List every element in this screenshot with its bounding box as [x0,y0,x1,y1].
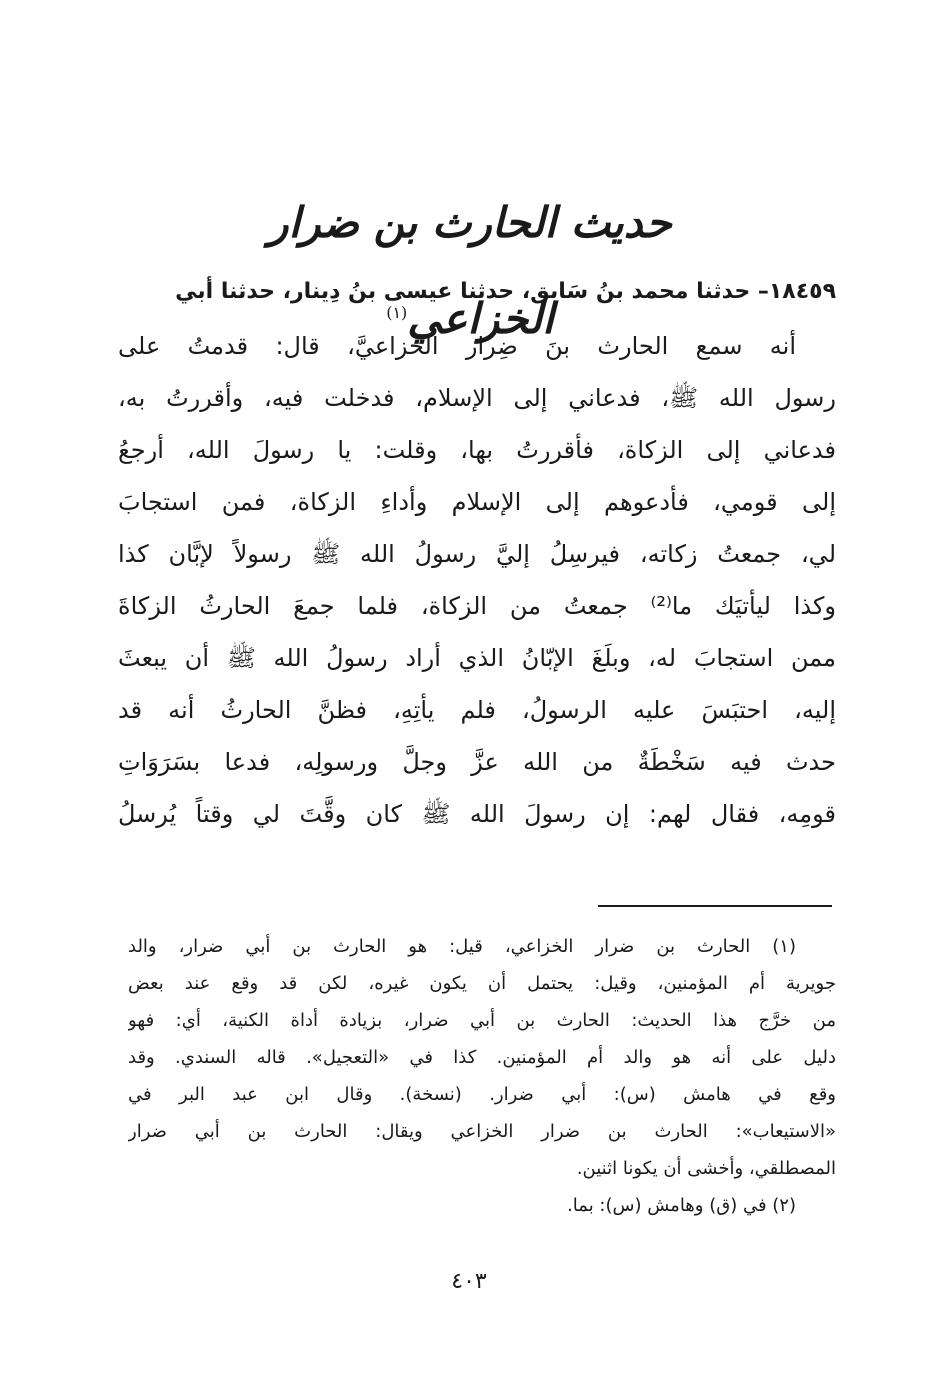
footnotes-block [128,928,836,1224]
footnote-divider [598,905,832,907]
hadith-title-text: حديث الحارث بن ضرار الخزاعي [268,198,672,343]
hadith-isnad: ١٨٤٥٩– حدثنا محمد بنُ سَابق، حدثنا عيسى بنُ دِينار، حدثنا أبي [175,279,836,304]
footnote-line: المصطلقي، وأخشى أن يكونا اثنين. [576,1158,836,1179]
hadith-text-line: رسول الله ﷺ، فدعاني إلى الإسلام، فدخلت فيه، وأقررتُ به، [118,384,836,412]
hadith-text-line: أنه سمع الحارث بنَ ضِرار الخزاعيَّ، قال: قدمتُ على [118,332,796,360]
footnote-line: دليل على أنه هو والد أم المؤمنين. كذا في «التعجيل». قاله السندي. وقد [128,1047,836,1068]
hadith-text-line: فدعاني إلى الزكاة، فأقررتُ بها، وقلت: يا رسولَ الله، أرجعُ [118,436,836,464]
page-number: ٤٠٣ [451,1269,487,1294]
hadith-text-line: وكذا ليأتيَك ما⁽²⁾ جمعتُ من الزكاة، فلما جمعَ الحارثُ الزكاةَ [118,592,836,620]
footnote-line: (١) الحارث بن ضرار الخزاعي، قيل: هو الحارث بن أبي ضرار، والد [128,936,796,957]
hadith-text-line: حدث فيه سَخْطَةٌ من الله عزَّ وجلَّ ورسولِه، فدعا بسَرَوَاتِ [118,748,836,776]
footnote-line: وقع في هامش (س): أبي ضرار. (نسخة). وقال ابن عبد البر في [128,1084,836,1105]
footnote-line: (٢) في (ق) وهامش (س): بما. [567,1195,796,1216]
title-footnote-marker: (١) [386,303,408,322]
footnote-line: جويرية أم المؤمنين، وقيل: يحتمل أن يكون غيره، لكن قد وقع عند بعض [128,973,836,994]
hadith-text-line: إليه، احتبَسَ عليه الرسولُ، فلم يأتِهِ، فظنَّ الحارثُ أنه قد [118,696,836,724]
footnote-line: من خرَّج هذا الحديث: الحارث بن أبي ضرار، بزيادة أداة الكنية، أي: فهو [128,1010,836,1031]
hadith-text-line: إلى قومي، فأدعوهم إلى الإسلام وأداءِ الزكاة، فمن استجابَ [118,488,836,516]
footnote-line: «الاستيعاب»: الحارث بن ضرار الخزاعي ويقال: الحارث بن أبي ضرار [128,1121,836,1142]
hadith-text-block [118,264,836,840]
hadith-text-line: قومِه، فقال لهم: إن رسولَ الله ﷺ كان وقَّتَ لي وقتاً يُرسلُ [118,800,836,828]
hadith-text-line: لي، جمعتُ زكاته، فيرسِلُ إليَّ رسولُ الله ﷺ رسولاً لإبَّان كذا [118,540,836,568]
hadith-text-line: ممن استجابَ له، وبلَغَ الإبّانُ الذي أراد رسولُ الله ﷺ أن يبعثَ [118,644,836,672]
